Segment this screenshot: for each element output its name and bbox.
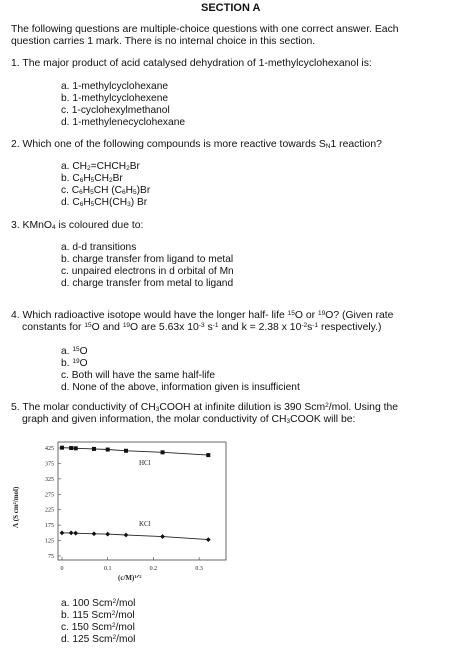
formula-part: =CHCH — [90, 161, 127, 172]
text-part: b. — [61, 358, 73, 369]
data-point-kcl — [105, 532, 110, 537]
superscript: -3 — [198, 322, 205, 329]
superscript: 2 — [111, 610, 116, 617]
x-tick-label: 0 — [60, 566, 64, 572]
x-axis-label: (c/M)¹ᐟ² — [118, 574, 142, 582]
text-part: a. — [61, 346, 73, 357]
question-5-option-d[interactable] — [61, 634, 135, 646]
formula-subscript: 2 — [109, 177, 113, 184]
y-tick-label: 325 — [45, 476, 54, 483]
formula-subscript: 6 — [79, 177, 84, 184]
question-1-option-d[interactable]: d. 1-methylenecyclohexane — [61, 117, 186, 128]
question-3-stem-subscript: 4 — [52, 224, 56, 231]
data-point-kcl — [124, 533, 129, 538]
text-part: O? (Given rate — [325, 310, 394, 321]
formula-part: b. C — [61, 173, 80, 184]
series-label-kcl: KCl — [139, 520, 151, 528]
formula-part: Br — [112, 173, 123, 184]
question-3-stem-text: 3. KMnO — [11, 220, 52, 231]
question-2-option-d[interactable] — [61, 197, 147, 209]
data-point-kcl — [160, 534, 165, 539]
formula-part: H — [83, 173, 91, 184]
data-point-hcl — [74, 446, 78, 450]
formula-part: H — [82, 185, 91, 196]
text-part: /mol — [116, 598, 136, 609]
data-point-hcl — [106, 448, 110, 452]
y-tick-label: 425 — [45, 446, 54, 452]
text-part: 5. The molar conductivity of CH — [11, 402, 156, 413]
data-point-kcl — [206, 537, 211, 542]
instructions-line-1: The following questions are multiple-choice questions with one correct answer. Each — [11, 24, 399, 35]
question-2-option-c[interactable] — [61, 185, 150, 197]
superscript: -2 — [301, 322, 308, 329]
formula-part: CH(CH — [94, 197, 128, 208]
text-part: s — [204, 322, 213, 333]
x-tick-label: 0.2 — [149, 566, 158, 572]
text-part: 4. Which radioactive isotope would have the longer half- life — [11, 310, 288, 321]
formula-subscript: 3 — [127, 201, 131, 208]
x-tick-label: 0.3 — [195, 566, 203, 572]
superscript: 19 — [72, 358, 80, 365]
question-4-option-d[interactable]: d. None of the above, information given is insufficient — [61, 382, 300, 393]
data-point-kcl — [60, 530, 65, 535]
formula-subscript: 6 — [122, 189, 126, 196]
section-title: SECTION A — [201, 2, 261, 14]
superscript: 19 — [318, 310, 326, 317]
text-part: s — [307, 322, 313, 333]
text-part: constants for — [22, 322, 85, 333]
formula-part: c. C — [61, 185, 80, 196]
question-3-option-b[interactable]: b. charge transfer from ligand to metal — [61, 254, 234, 265]
question-2-stem-text: 2. Which one of the following compounds is more reactive towards S — [11, 139, 326, 150]
formula-part: d. C — [61, 197, 80, 208]
data-point-hcl — [92, 447, 96, 451]
text-part: /mol — [115, 610, 135, 621]
formula-part: a. CH — [61, 161, 88, 172]
text-part: graph and given information, the molar conductivity of CH — [22, 414, 287, 425]
series-points — [60, 446, 211, 542]
formula-subscript: 5 — [90, 201, 95, 208]
question-3-stem-end: is coloured due to: — [55, 220, 144, 231]
series-lines — [62, 448, 208, 540]
y-tick-label: 175 — [45, 523, 54, 530]
superscript: 2 — [111, 622, 116, 629]
question-4-option-b[interactable] — [61, 358, 88, 370]
subscript: 3 — [155, 406, 160, 413]
text-part: COOH at infinite dilution is 390 Scm — [159, 402, 326, 413]
question-2-stem — [11, 139, 382, 151]
formula-part: H — [83, 197, 91, 208]
series-line-hcl — [62, 448, 208, 455]
question-1-option-c[interactable]: c. 1-cyclohexylmethanol — [61, 105, 170, 116]
question-5-option-c[interactable] — [61, 622, 135, 634]
text-part: /mol — [115, 622, 135, 633]
text-part: a. 100 Scm — [61, 598, 113, 609]
y-axis-label: Λ (S cm²/mol) — [12, 486, 20, 528]
superscript: 15 — [84, 322, 92, 329]
text-part: O are 5.63x 10 — [130, 322, 199, 333]
formula-subscript: 2 — [87, 165, 91, 172]
subscript: 3 — [286, 418, 291, 425]
superscript: -1 — [212, 322, 219, 329]
text-part: /mol. Using the — [328, 402, 399, 413]
series-label-hcl: HCl — [139, 459, 151, 467]
y-axis-ticks — [45, 446, 61, 560]
text-part: O — [79, 346, 88, 357]
y-tick-label: 275 — [45, 492, 54, 499]
data-point-hcl — [206, 453, 210, 457]
conductivity-chart — [0, 436, 240, 586]
question-5-stem-line-1 — [11, 402, 398, 414]
question-5-stem-line-2 — [22, 414, 355, 426]
formula-subscript: 2 — [126, 165, 130, 172]
instructions-line-2: question carries 1 mark. There is no internal choice in this section. — [11, 36, 316, 47]
superscript: 19 — [122, 322, 131, 329]
question-2-stem-end: 1 reaction? — [330, 139, 382, 150]
question-3-stem — [11, 220, 143, 232]
formula-subscript: 6 — [79, 201, 84, 208]
question-5-option-b[interactable] — [61, 610, 135, 622]
question-4-option-a[interactable] — [61, 346, 88, 358]
superscript: 15 — [72, 346, 80, 353]
question-4-stem-line-1 — [11, 310, 393, 322]
formula-subscript: 5 — [90, 177, 95, 184]
text-part: O and — [91, 322, 123, 333]
y-tick-label: 225 — [45, 507, 54, 514]
text-part: O or — [294, 310, 319, 321]
question-3-option-a[interactable]: a. d-d transitions — [61, 242, 137, 253]
question-2-stem-subscript: N — [325, 143, 331, 150]
formula-part: ) Br — [130, 197, 148, 208]
question-3-option-c[interactable]: c. unpaired electrons in d orbital of Mn — [61, 266, 234, 277]
data-point-hcl — [124, 449, 128, 453]
formula-subscript: 6 — [79, 189, 83, 196]
text-part: and k = 2.38 x 10 — [218, 322, 302, 333]
text-part: /mol — [116, 634, 136, 645]
y-tick-label: 375 — [45, 461, 54, 468]
superscript: 15 — [287, 310, 295, 317]
series-line-kcl — [62, 533, 208, 540]
text-part: O — [79, 358, 88, 369]
formula-part: CH — [94, 173, 110, 184]
question-3-option-d[interactable]: d. charge transfer from metal to ligand — [61, 278, 234, 289]
question-2-option-b[interactable] — [61, 173, 123, 185]
data-point-hcl — [161, 450, 165, 454]
y-tick-label: 125 — [45, 538, 54, 545]
text-part: COOK will be: — [290, 414, 356, 425]
formula-part: )Br — [136, 185, 151, 196]
x-axis-ticks — [61, 557, 203, 572]
data-point-hcl — [60, 446, 64, 450]
formula-part: Br — [129, 161, 140, 172]
superscript: 2 — [325, 402, 329, 409]
question-4-stem-line-2 — [22, 322, 381, 334]
question-1-option-b[interactable]: b. 1-methylcyclohexene — [61, 93, 169, 104]
superscript: 2 — [112, 598, 117, 605]
formula-part: CH (C — [93, 185, 123, 196]
text-part: b. 115 Scm — [61, 610, 112, 621]
formula-subscript: 5 — [133, 189, 137, 196]
question-1-option-a[interactable]: a. 1-methylcyclohexane — [61, 81, 169, 92]
question-4-option-c[interactable]: c. Both will have the same half-life — [61, 370, 216, 381]
question-2-option-a[interactable] — [61, 161, 140, 173]
data-point-hcl — [69, 446, 73, 450]
data-point-kcl — [73, 531, 78, 536]
formula-part: H — [125, 185, 134, 196]
text-part: c. 150 Scm — [61, 622, 112, 633]
question-1-stem: 1. The major product of acid catalysed dehydration of 1-methylcyclohexanol is: — [11, 58, 372, 69]
formula-subscript: 5 — [90, 189, 94, 196]
superscript: -1 — [312, 322, 319, 329]
data-point-kcl — [92, 531, 97, 536]
x-tick-label: 0.1 — [103, 566, 112, 572]
y-tick-label: 75 — [48, 554, 54, 560]
superscript: 2 — [112, 634, 117, 641]
text-part: d. 125 Scm — [61, 634, 113, 645]
question-5-option-a[interactable] — [61, 598, 135, 610]
text-part: respectively.) — [318, 322, 382, 333]
data-point-kcl — [69, 530, 74, 535]
